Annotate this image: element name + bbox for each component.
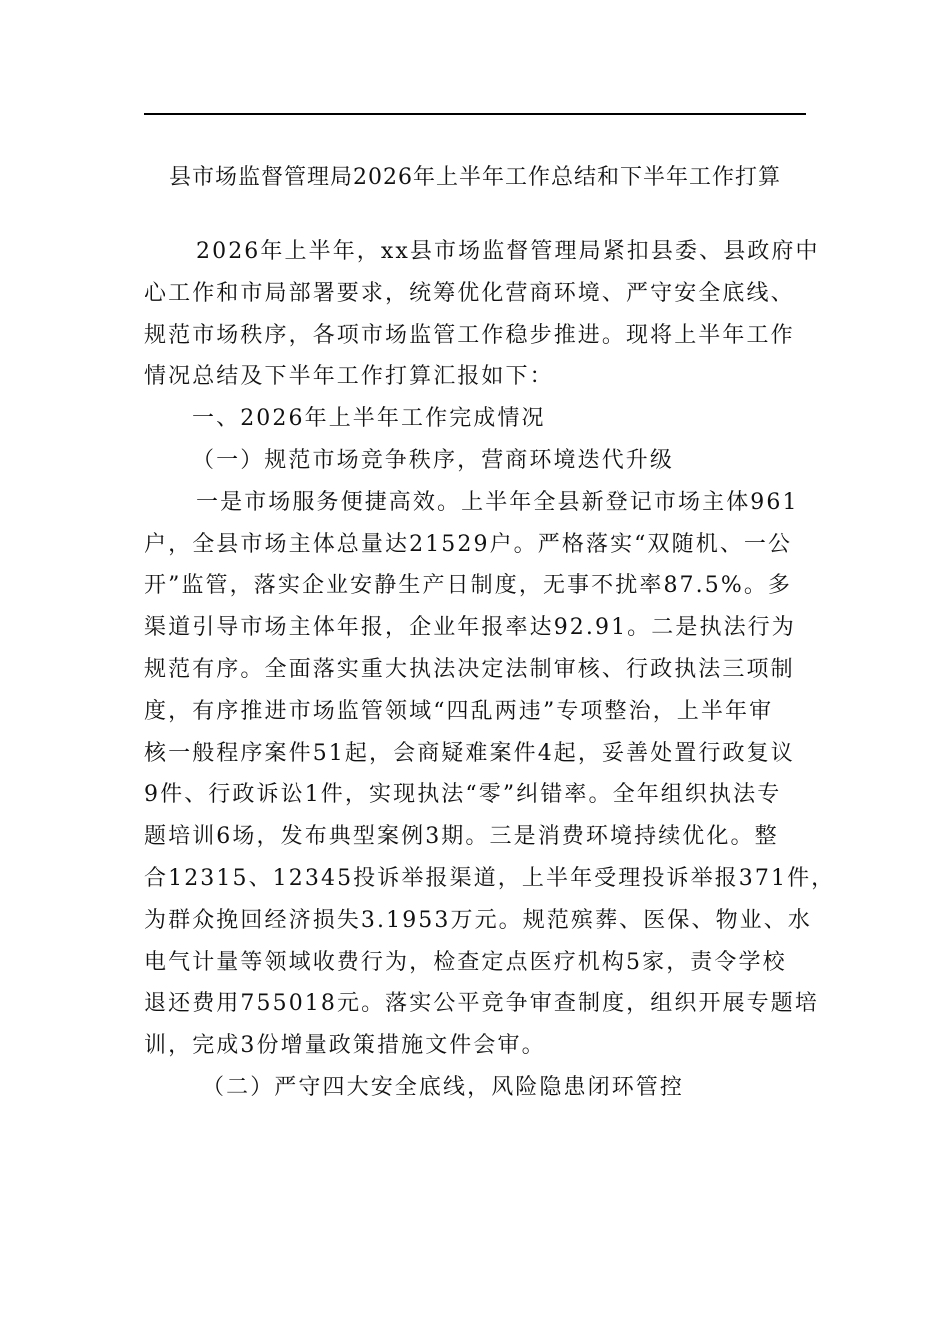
body-paragraph-line: 渠道引导市场主体年报，企业年报率达92.91。二是执法行为: [144, 615, 796, 641]
document-body: [144, 231, 836, 1109]
subsection-heading: （二）严守四大安全底线，风险隐患闭环管控: [202, 1074, 685, 1100]
intro-paragraph-line: 心工作和市局部署要求，统筹优化营商环境、严守安全底线、: [144, 280, 795, 306]
body-paragraph-line: 核一般程序案件51起，会商疑难案件4起，妥善处置行政复议: [144, 740, 795, 766]
subsection-heading: （一）规范市场竞争秩序，营商环境迭代升级: [192, 447, 675, 473]
body-paragraph-line: 为群众挽回经济损失3.1953万元。规范殡葬、医保、物业、水: [144, 907, 812, 933]
body-paragraph-line: 合12315、12345投诉举报渠道，上半年受理投诉举报371件，: [144, 865, 836, 891]
body-paragraph-line: 训，完成3份增量政策措施文件会审。: [144, 1033, 546, 1059]
intro-paragraph-line: 2026年上半年，xx县市场监督管理局紧扣县委、县政府中: [196, 239, 820, 264]
body-paragraph-line: 户，全县市场主体总量达21529户。严格落实“双随机、一公: [144, 531, 793, 557]
body-paragraph-line: 一是市场服务便捷高效。上半年全县新登记市场主体961: [196, 489, 799, 515]
body-paragraph-line: 度，有序推进市场监管领域“四乱两违”专项整治，上半年审: [144, 698, 774, 724]
header-rule: [144, 113, 806, 115]
body-paragraph-line: 开”监管，落实企业安静生产日制度，无事不扰率87.5%。多: [144, 573, 793, 599]
body-paragraph-line: 9件、行政诉讼1件，实现执法“零”纠错率。全年组织执法专: [144, 782, 782, 808]
body-paragraph-line: 题培训6场，发布典型案例3期。三是消费环境持续优化。整: [144, 824, 779, 850]
section-heading: 一、2026年上半年工作完成情况: [192, 406, 546, 432]
intro-paragraph-line: 规范市场秩序，各项市场监管工作稳步推进。现将上半年工作: [144, 322, 795, 348]
intro-paragraph-line: 情况总结及下半年工作打算汇报如下：: [144, 364, 554, 390]
body-paragraph-line: 电气计量等领域收费行为，检查定点医疗机构5家，责令学校: [144, 949, 787, 975]
body-paragraph-line: 规范有序。全面落实重大执法决定法制审核、行政执法三项制: [144, 656, 795, 682]
document-title: 县市场监督管理局2026年上半年工作总结和下半年工作打算: [169, 165, 781, 190]
body-paragraph-line: 退还费用755018元。落实公平竞争审查制度，组织开展专题培: [144, 991, 819, 1017]
